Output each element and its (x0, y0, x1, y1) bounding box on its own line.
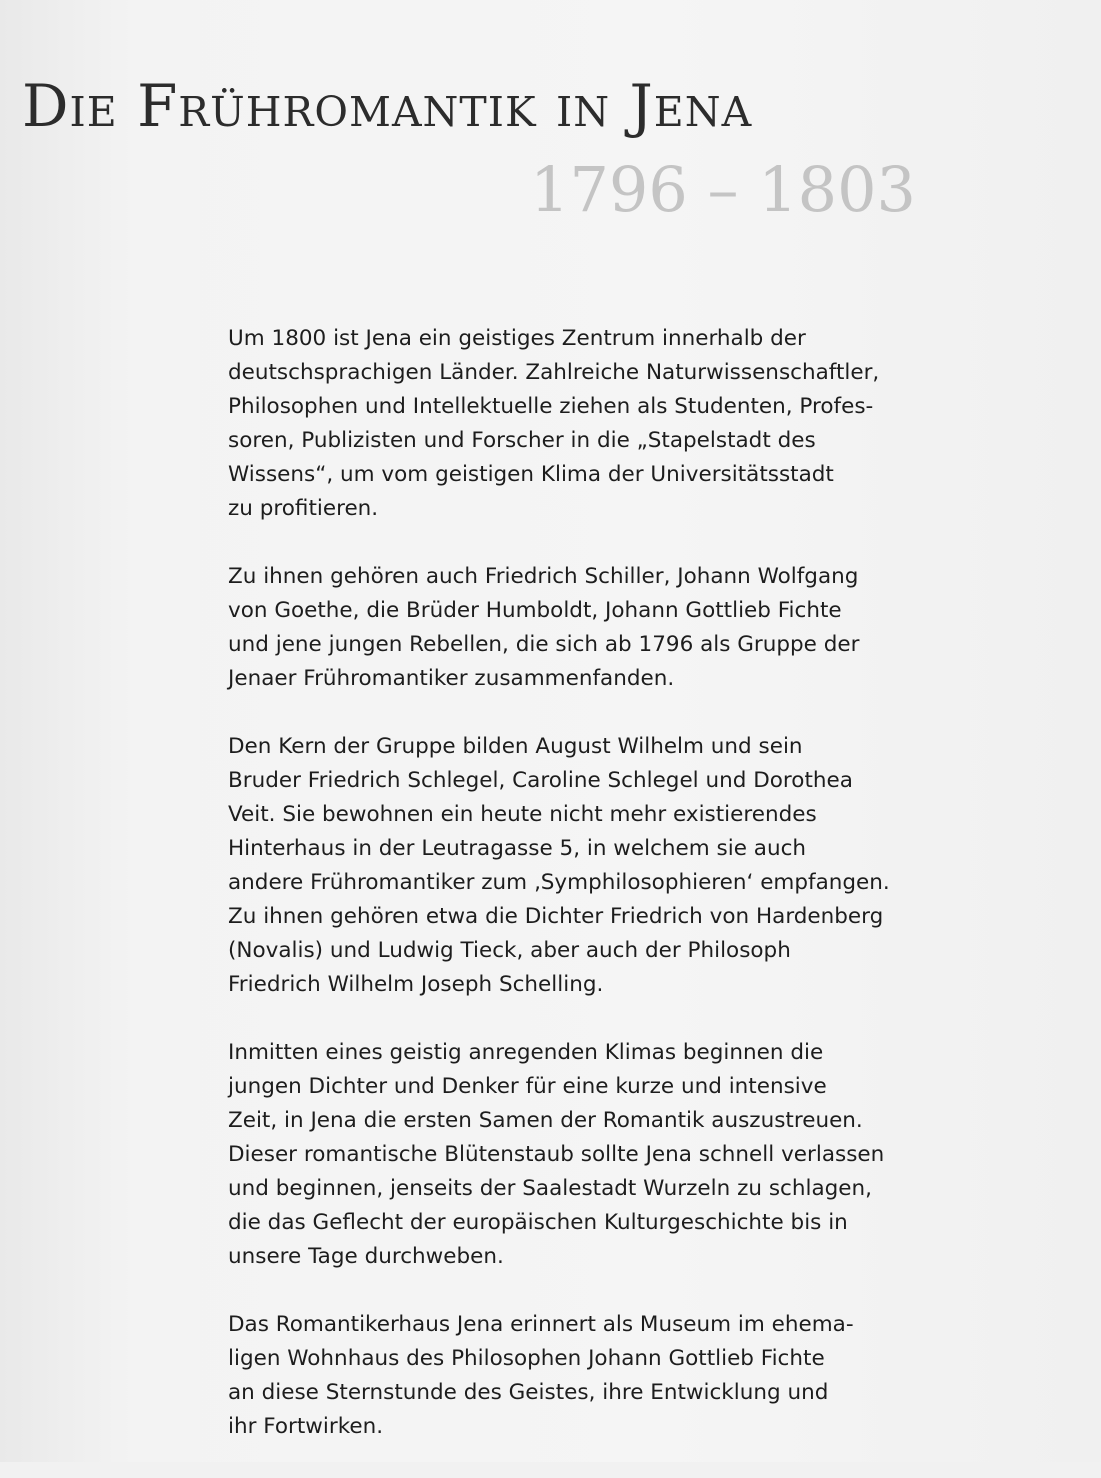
text-line: Zeit, in Jena die ersten Samen der Romantik auszustreuen. (228, 1108, 863, 1133)
text-line: Dieser romantische Blütenstaub sollte Jena schnell verlassen (228, 1142, 885, 1167)
text-line: und jene jungen Rebellen, die sich ab 1796 als Gruppe der (228, 632, 860, 657)
text-line: Wissens“, um vom geistigen Klima der Universitätsstadt (228, 462, 834, 487)
date-range: 1796 – 1803 (530, 153, 916, 226)
paragraph (228, 560, 968, 696)
text-line: Bruder Friedrich Schlegel, Caroline Schlegel und Dorothea (228, 768, 853, 793)
text-line: Inmitten eines geistig anregenden Klimas beginnen die (228, 1040, 824, 1065)
text-line: Zu ihnen gehören etwa die Dichter Friedrich von Hardenberg (228, 904, 884, 929)
page-title: Die Frühromantik in Jena (22, 72, 753, 140)
text-line: Friedrich Wilhelm Joseph Schelling. (228, 972, 604, 997)
text-line: Hinterhaus in der Leutragasse 5, in welchem sie auch (228, 836, 807, 861)
text-line: und beginnen, jenseits der Saalestadt Wurzeln zu schlagen, (228, 1176, 872, 1201)
paragraph (228, 322, 968, 526)
text-line: ihr Fortwirken. (228, 1414, 384, 1439)
text-line: unsere Tage durchweben. (228, 1244, 504, 1269)
text-line: ligen Wohnhaus des Philosophen Johann Gottlieb Fichte (228, 1346, 825, 1371)
text-line: (Novalis) und Ludwig Tieck, aber auch der Philosoph (228, 938, 791, 963)
text-line: deutschsprachigen Länder. Zahlreiche Naturwissenschaftler, (228, 360, 880, 385)
text-line: Um 1800 ist Jena ein geistiges Zentrum innerhalb der (228, 326, 806, 351)
paragraph (228, 1308, 968, 1444)
text-line: die das Geflecht der europäischen Kulturgeschichte bis in (228, 1210, 848, 1235)
text-line: soren, Publizisten und Forscher in die „Stapelstadt des (228, 428, 816, 453)
text-line: jungen Dichter und Denker für eine kurze und intensive (228, 1074, 827, 1099)
text-line: zu profitieren. (228, 496, 379, 521)
text-line: Das Romantikerhaus Jena erinnert als Museum im ehema- (228, 1312, 854, 1337)
text-line: Veit. Sie bewohnen ein heute nicht mehr existierendes (228, 802, 817, 827)
text-line: Philosophen und Intellektuelle ziehen als Studenten, Profes- (228, 394, 874, 419)
text-line: an diese Sternstunde des Geistes, ihre Entwicklung und (228, 1380, 829, 1405)
paragraph (228, 1036, 968, 1274)
paragraph (228, 730, 968, 1002)
body-text (228, 322, 968, 1478)
text-line: Jenaer Frühromantiker zusammenfanden. (228, 666, 675, 691)
text-line: andere Frühromantiker zum ‚Symphilosophieren‘ empfangen. (228, 870, 890, 895)
text-line: Den Kern der Gruppe bilden August Wilhelm und sein (228, 734, 803, 759)
text-line: Zu ihnen gehören auch Friedrich Schiller, Johann Wolfgang (228, 564, 859, 589)
text-line: von Goethe, die Brüder Humboldt, Johann Gottlieb Fichte (228, 598, 842, 623)
